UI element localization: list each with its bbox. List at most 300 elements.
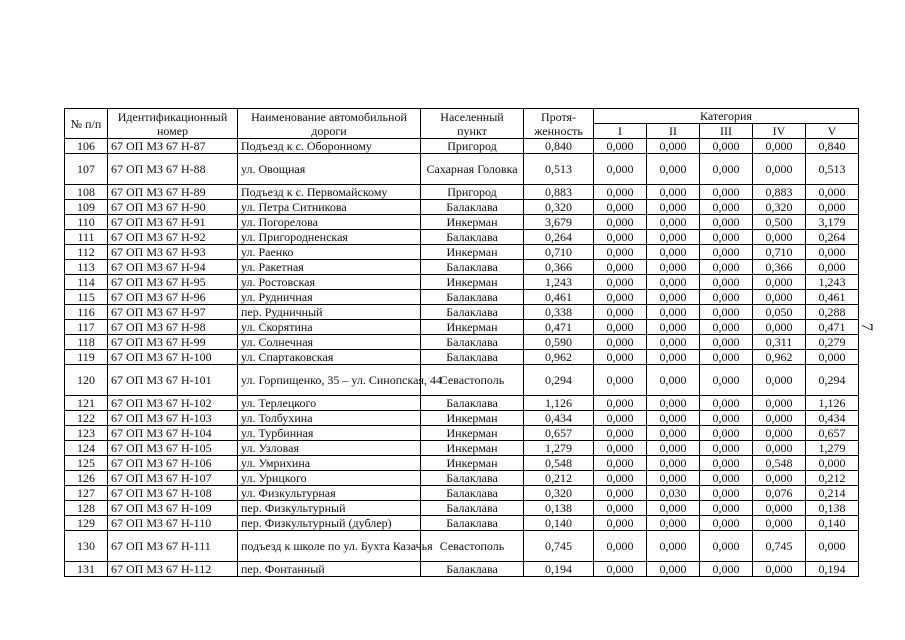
category-4-cell: 0,000 — [753, 320, 806, 335]
category-5-cell: 0,000 — [806, 531, 859, 562]
category-2-cell: 0,000 — [647, 501, 700, 516]
category-4-cell: 0,320 — [753, 200, 806, 215]
category-5-cell: 0,000 — [806, 260, 859, 275]
table-row — [65, 501, 859, 516]
row-number-cell: 114 — [65, 275, 108, 290]
table-row — [65, 471, 859, 486]
table-row — [65, 365, 859, 396]
length-cell: 0,138 — [524, 501, 594, 516]
category-3-cell: 0,000 — [700, 230, 753, 245]
table-row — [65, 200, 859, 215]
category-1-cell: 0,000 — [594, 260, 647, 275]
road-id-cell: 67 ОП МЗ 67 Н-92 — [108, 230, 238, 245]
category-1-cell: 0,000 — [594, 185, 647, 200]
locality-cell: Балаклава — [421, 350, 524, 365]
category-2-cell: 0,000 — [647, 305, 700, 320]
category-3-cell: 0,000 — [700, 290, 753, 305]
category-1-cell: 0,000 — [594, 139, 647, 154]
category-1-cell: 0,000 — [594, 245, 647, 260]
category-4-cell: 0,000 — [753, 139, 806, 154]
length-cell: 0,194 — [524, 562, 594, 577]
category-1-cell: 0,000 — [594, 501, 647, 516]
category-5-cell: 3,179 — [806, 215, 859, 230]
locality-cell: Инкерман — [421, 441, 524, 456]
category-3-cell: 0,000 — [700, 185, 753, 200]
category-3-cell: 0,000 — [700, 562, 753, 577]
table-row — [65, 396, 859, 411]
category-3-cell: 0,000 — [700, 154, 753, 185]
length-cell: 0,590 — [524, 335, 594, 350]
row-number-cell: 130 — [65, 531, 108, 562]
category-1-cell: 0,000 — [594, 305, 647, 320]
category-3-cell: 0,000 — [700, 335, 753, 350]
header-cat-1: I — [594, 124, 647, 139]
table-row — [65, 245, 859, 260]
road-id-cell: 67 ОП МЗ 67 Н-104 — [108, 426, 238, 441]
road-id-cell: 67 ОП МЗ 67 Н-105 — [108, 441, 238, 456]
category-1-cell: 0,000 — [594, 154, 647, 185]
row-number-cell: 127 — [65, 486, 108, 501]
locality-cell: Балаклава — [421, 200, 524, 215]
category-5-cell: 0,294 — [806, 365, 859, 396]
road-id-cell: 67 ОП МЗ 67 Н-91 — [108, 215, 238, 230]
locality-cell: Инкерман — [421, 245, 524, 260]
row-number-cell: 113 — [65, 260, 108, 275]
category-3-cell: 0,000 — [700, 245, 753, 260]
road-name-cell: ул. Ракетная — [238, 260, 421, 275]
category-4-cell: 0,000 — [753, 516, 806, 531]
road-id-cell: 67 ОП МЗ 67 Н-111 — [108, 531, 238, 562]
category-1-cell: 0,000 — [594, 335, 647, 350]
table-row — [65, 275, 859, 290]
category-5-cell: 0,657 — [806, 426, 859, 441]
road-id-cell: 67 ОП МЗ 67 Н-112 — [108, 562, 238, 577]
category-1-cell: 0,000 — [594, 215, 647, 230]
category-5-cell: 0,000 — [806, 350, 859, 365]
length-cell: 1,279 — [524, 441, 594, 456]
category-3-cell: 0,000 — [700, 531, 753, 562]
locality-cell: Балаклава — [421, 516, 524, 531]
category-5-cell: 0,513 — [806, 154, 859, 185]
category-3-cell: 0,000 — [700, 441, 753, 456]
category-2-cell: 0,030 — [647, 486, 700, 501]
category-4-cell: 0,962 — [753, 350, 806, 365]
category-2-cell: 0,000 — [647, 411, 700, 426]
road-name-cell: ул. Горпищенко, 35 – ул. Синопская, 44 — [238, 365, 421, 396]
header-cat-4: IV — [753, 124, 806, 139]
road-name-cell: ул. Овощная — [238, 154, 421, 185]
category-3-cell: 0,000 — [700, 365, 753, 396]
category-1-cell: 0,000 — [594, 320, 647, 335]
category-5-cell: 0,264 — [806, 230, 859, 245]
locality-cell: Балаклава — [421, 305, 524, 320]
category-3-cell: 0,000 — [700, 411, 753, 426]
locality-cell: Пригород — [421, 185, 524, 200]
category-3-cell: 0,000 — [700, 275, 753, 290]
row-number-cell: 129 — [65, 516, 108, 531]
road-id-cell: 67 ОП МЗ 67 Н-103 — [108, 411, 238, 426]
road-name-cell: ул. Турбинная — [238, 426, 421, 441]
category-1-cell: 0,000 — [594, 230, 647, 245]
header-locality: Населенный пункт — [421, 109, 524, 139]
table-header — [65, 109, 859, 139]
category-4-cell: 0,710 — [753, 245, 806, 260]
table-row — [65, 260, 859, 275]
category-4-cell: 0,000 — [753, 290, 806, 305]
category-1-cell: 0,000 — [594, 486, 647, 501]
row-number-cell: 121 — [65, 396, 108, 411]
category-3-cell: 0,000 — [700, 516, 753, 531]
category-1-cell: 0,000 — [594, 200, 647, 215]
category-4-cell: 0,745 — [753, 531, 806, 562]
locality-cell: Пригород — [421, 139, 524, 154]
length-cell: 0,212 — [524, 471, 594, 486]
length-cell: 0,461 — [524, 290, 594, 305]
category-1-cell: 0,000 — [594, 365, 647, 396]
category-2-cell: 0,000 — [647, 531, 700, 562]
row-number-cell: 107 — [65, 154, 108, 185]
category-3-cell: 0,000 — [700, 471, 753, 486]
category-5-cell: 0,140 — [806, 516, 859, 531]
length-cell: 0,548 — [524, 456, 594, 471]
locality-cell: Инкерман — [421, 275, 524, 290]
length-cell: 0,657 — [524, 426, 594, 441]
category-1-cell: 0,000 — [594, 562, 647, 577]
category-3-cell: 0,000 — [700, 501, 753, 516]
road-id-cell: 67 ОП МЗ 67 Н-99 — [108, 335, 238, 350]
locality-cell: Балаклава — [421, 471, 524, 486]
category-3-cell: 0,000 — [700, 396, 753, 411]
row-number-cell: 123 — [65, 426, 108, 441]
locality-cell: Балаклава — [421, 501, 524, 516]
road-id-cell: 67 ОП МЗ 67 Н-108 — [108, 486, 238, 501]
locality-cell: Инкерман — [421, 320, 524, 335]
category-1-cell: 0,000 — [594, 275, 647, 290]
road-id-cell: 67 ОП МЗ 67 Н-100 — [108, 350, 238, 365]
category-4-cell: 0,000 — [753, 426, 806, 441]
row-number-cell: 110 — [65, 215, 108, 230]
road-id-cell: 67 ОП МЗ 67 Н-97 — [108, 305, 238, 320]
row-number-cell: 125 — [65, 456, 108, 471]
category-4-cell: 0,000 — [753, 154, 806, 185]
table-body — [65, 139, 859, 577]
locality-cell: Сахарная Головка — [421, 154, 524, 185]
category-4-cell: 0,883 — [753, 185, 806, 200]
category-4-cell: 0,076 — [753, 486, 806, 501]
roads-table — [64, 108, 859, 577]
category-2-cell: 0,000 — [647, 290, 700, 305]
category-2-cell: 0,000 — [647, 185, 700, 200]
locality-cell: Инкерман — [421, 426, 524, 441]
row-number-cell: 112 — [65, 245, 108, 260]
category-5-cell: 0,434 — [806, 411, 859, 426]
category-1-cell: 0,000 — [594, 531, 647, 562]
length-cell: 0,513 — [524, 154, 594, 185]
category-3-cell: 0,000 — [700, 320, 753, 335]
length-cell: 0,366 — [524, 260, 594, 275]
category-2-cell: 0,000 — [647, 215, 700, 230]
table-row — [65, 320, 859, 335]
table-row — [65, 516, 859, 531]
road-id-cell: 67 ОП МЗ 67 Н-93 — [108, 245, 238, 260]
table-row — [65, 305, 859, 320]
table-row — [65, 426, 859, 441]
category-1-cell: 0,000 — [594, 290, 647, 305]
road-name-cell: ул. Толбухина — [238, 411, 421, 426]
category-1-cell: 0,000 — [594, 441, 647, 456]
locality-cell: Севастополь — [421, 531, 524, 562]
road-id-cell: 67 ОП МЗ 67 Н-101 — [108, 365, 238, 396]
category-4-cell: 0,366 — [753, 260, 806, 275]
road-name-cell: Подъезд к с. Оборонному — [238, 139, 421, 154]
row-number-cell: 128 — [65, 501, 108, 516]
category-5-cell: 0,840 — [806, 139, 859, 154]
locality-cell: Балаклава — [421, 335, 524, 350]
category-3-cell: 0,000 — [700, 200, 753, 215]
category-5-cell: 0,194 — [806, 562, 859, 577]
road-name-cell: ул. Погорелова — [238, 215, 421, 230]
header-length: Протя- женность — [524, 109, 594, 139]
road-id-cell: 67 ОП МЗ 67 Н-90 — [108, 200, 238, 215]
row-number-cell: 106 — [65, 139, 108, 154]
table-row — [65, 185, 859, 200]
category-5-cell: 0,212 — [806, 471, 859, 486]
road-name-cell: ул. Рудничная — [238, 290, 421, 305]
road-name-cell: ул. Умрихина — [238, 456, 421, 471]
locality-cell: Балаклава — [421, 290, 524, 305]
road-name-cell: ул. Терлецкого — [238, 396, 421, 411]
locality-cell: Балаклава — [421, 486, 524, 501]
table-row — [65, 441, 859, 456]
length-cell: 0,962 — [524, 350, 594, 365]
category-4-cell: 0,311 — [753, 335, 806, 350]
road-name-cell: ул. Скорятина — [238, 320, 421, 335]
road-name-cell: ул. Пригородненская — [238, 230, 421, 245]
row-number-cell: 111 — [65, 230, 108, 245]
road-id-cell: 67 ОП МЗ 67 Н-88 — [108, 154, 238, 185]
row-number-cell: 109 — [65, 200, 108, 215]
road-name-cell: ул. Ростовская — [238, 275, 421, 290]
road-id-cell: 67 ОП МЗ 67 Н-98 — [108, 320, 238, 335]
locality-cell: Инкерман — [421, 411, 524, 426]
category-1-cell: 0,000 — [594, 396, 647, 411]
table-row — [65, 139, 859, 154]
category-1-cell: 0,000 — [594, 411, 647, 426]
table-row — [65, 486, 859, 501]
locality-cell: Инкерман — [421, 456, 524, 471]
row-number-cell: 116 — [65, 305, 108, 320]
category-2-cell: 0,000 — [647, 230, 700, 245]
category-4-cell: 0,050 — [753, 305, 806, 320]
road-name-cell: пер. Рудничный — [238, 305, 421, 320]
header-category: Категория — [594, 109, 859, 124]
row-number-cell: 131 — [65, 562, 108, 577]
length-cell: 0,264 — [524, 230, 594, 245]
table-row — [65, 531, 859, 562]
road-id-cell: 67 ОП МЗ 67 Н-107 — [108, 471, 238, 486]
category-4-cell: 0,000 — [753, 441, 806, 456]
length-cell: 0,883 — [524, 185, 594, 200]
road-name-cell: пер. Физкультурный (дублер) — [238, 516, 421, 531]
road-id-cell: 67 ОП МЗ 67 Н-109 — [108, 501, 238, 516]
locality-cell: Балаклава — [421, 260, 524, 275]
category-5-cell: 0,138 — [806, 501, 859, 516]
length-cell: 1,126 — [524, 396, 594, 411]
category-2-cell: 0,000 — [647, 516, 700, 531]
category-2-cell: 0,000 — [647, 139, 700, 154]
table-row — [65, 215, 859, 230]
length-cell: 0,140 — [524, 516, 594, 531]
category-5-cell: 0,214 — [806, 486, 859, 501]
length-cell: 1,243 — [524, 275, 594, 290]
length-cell: 0,320 — [524, 200, 594, 215]
category-2-cell: 0,000 — [647, 245, 700, 260]
locality-cell: Балаклава — [421, 562, 524, 577]
category-4-cell: 0,000 — [753, 471, 806, 486]
category-3-cell: 0,000 — [700, 305, 753, 320]
road-name-cell: ул. Спартаковская — [238, 350, 421, 365]
length-cell: 0,434 — [524, 411, 594, 426]
road-id-cell: 67 ОП МЗ 67 Н-96 — [108, 290, 238, 305]
table-row — [65, 230, 859, 245]
road-name-cell: ул. Физкультурная — [238, 486, 421, 501]
category-2-cell: 0,000 — [647, 350, 700, 365]
road-name-cell: пер. Физкультурный — [238, 501, 421, 516]
length-cell: 0,338 — [524, 305, 594, 320]
category-3-cell: 0,000 — [700, 456, 753, 471]
category-3-cell: 0,000 — [700, 215, 753, 230]
category-2-cell: 0,000 — [647, 471, 700, 486]
road-name-cell: ул. Узловая — [238, 441, 421, 456]
length-cell: 0,294 — [524, 365, 594, 396]
category-2-cell: 0,000 — [647, 562, 700, 577]
length-cell: 0,710 — [524, 245, 594, 260]
category-2-cell: 0,000 — [647, 335, 700, 350]
category-5-cell: 1,126 — [806, 396, 859, 411]
locality-cell: Инкерман — [421, 215, 524, 230]
category-2-cell: 0,000 — [647, 260, 700, 275]
length-cell: 0,471 — [524, 320, 594, 335]
row-number-cell: 126 — [65, 471, 108, 486]
road-name-cell: Подъезд к с. Первомайскому — [238, 185, 421, 200]
length-cell: 0,745 — [524, 531, 594, 562]
header-id: Идентификационный номер — [108, 109, 238, 139]
category-4-cell: 0,000 — [753, 396, 806, 411]
category-4-cell: 0,000 — [753, 562, 806, 577]
header-cat-2: II — [647, 124, 700, 139]
length-cell: 0,840 — [524, 139, 594, 154]
row-number-cell: 117 — [65, 320, 108, 335]
page-number: 7 — [858, 323, 875, 331]
category-5-cell: 0,000 — [806, 200, 859, 215]
header-cat-5: V — [806, 124, 859, 139]
table-row — [65, 335, 859, 350]
category-5-cell: 0,461 — [806, 290, 859, 305]
category-4-cell: 0,548 — [753, 456, 806, 471]
category-5-cell: 0,000 — [806, 245, 859, 260]
row-number-cell: 118 — [65, 335, 108, 350]
category-4-cell: 0,000 — [753, 411, 806, 426]
category-5-cell: 0,471 — [806, 320, 859, 335]
row-number-cell: 119 — [65, 350, 108, 365]
header-num: № п/п — [65, 109, 108, 139]
category-2-cell: 0,000 — [647, 154, 700, 185]
road-id-cell: 67 ОП МЗ 67 Н-87 — [108, 139, 238, 154]
category-4-cell: 0,000 — [753, 501, 806, 516]
category-2-cell: 0,000 — [647, 456, 700, 471]
category-2-cell: 0,000 — [647, 365, 700, 396]
category-1-cell: 0,000 — [594, 350, 647, 365]
category-5-cell: 0,279 — [806, 335, 859, 350]
category-4-cell: 0,000 — [753, 230, 806, 245]
row-number-cell: 120 — [65, 365, 108, 396]
header-name: Наименование автомобильной дороги — [238, 109, 421, 139]
category-4-cell: 0,500 — [753, 215, 806, 230]
category-4-cell: 0,000 — [753, 365, 806, 396]
category-2-cell: 0,000 — [647, 200, 700, 215]
category-3-cell: 0,000 — [700, 350, 753, 365]
road-name-cell: ул. Петра Ситникова — [238, 200, 421, 215]
row-number-cell: 122 — [65, 411, 108, 426]
table-row — [65, 350, 859, 365]
road-id-cell: 67 ОП МЗ 67 Н-102 — [108, 396, 238, 411]
category-1-cell: 0,000 — [594, 456, 647, 471]
category-2-cell: 0,000 — [647, 275, 700, 290]
road-id-cell: 67 ОП МЗ 67 Н-106 — [108, 456, 238, 471]
category-1-cell: 0,000 — [594, 426, 647, 441]
category-1-cell: 0,000 — [594, 516, 647, 531]
row-number-cell: 124 — [65, 441, 108, 456]
category-3-cell: 0,000 — [700, 426, 753, 441]
category-3-cell: 0,000 — [700, 139, 753, 154]
road-name-cell: ул. Урицкого — [238, 471, 421, 486]
road-id-cell: 67 ОП МЗ 67 Н-95 — [108, 275, 238, 290]
road-name-cell: пер. Фонтанный — [238, 562, 421, 577]
locality-cell: Балаклава — [421, 396, 524, 411]
length-cell: 0,320 — [524, 486, 594, 501]
category-5-cell: 0,288 — [806, 305, 859, 320]
road-id-cell: 67 ОП МЗ 67 Н-89 — [108, 185, 238, 200]
locality-cell: Балаклава — [421, 230, 524, 245]
category-1-cell: 0,000 — [594, 471, 647, 486]
road-id-cell: 67 ОП МЗ 67 Н-94 — [108, 260, 238, 275]
category-5-cell: 1,279 — [806, 441, 859, 456]
category-3-cell: 0,000 — [700, 486, 753, 501]
table-row — [65, 290, 859, 305]
table-row — [65, 411, 859, 426]
category-5-cell: 1,243 — [806, 275, 859, 290]
category-5-cell: 0,000 — [806, 185, 859, 200]
category-2-cell: 0,000 — [647, 320, 700, 335]
category-2-cell: 0,000 — [647, 426, 700, 441]
road-name-cell: подъезд к школе по ул. Бухта Казачья — [238, 531, 421, 562]
locality-cell: Севастополь — [421, 365, 524, 396]
category-4-cell: 0,000 — [753, 275, 806, 290]
length-cell: 3,679 — [524, 215, 594, 230]
road-name-cell: ул. Раенко — [238, 245, 421, 260]
table-row — [65, 154, 859, 185]
category-5-cell: 0,000 — [806, 456, 859, 471]
road-id-cell: 67 ОП МЗ 67 Н-110 — [108, 516, 238, 531]
table-row — [65, 456, 859, 471]
row-number-cell: 108 — [65, 185, 108, 200]
table-row — [65, 562, 859, 577]
road-name-cell: ул. Солнечная — [238, 335, 421, 350]
category-2-cell: 0,000 — [647, 396, 700, 411]
row-number-cell: 115 — [65, 290, 108, 305]
header-cat-3: III — [700, 124, 753, 139]
category-2-cell: 0,000 — [647, 441, 700, 456]
